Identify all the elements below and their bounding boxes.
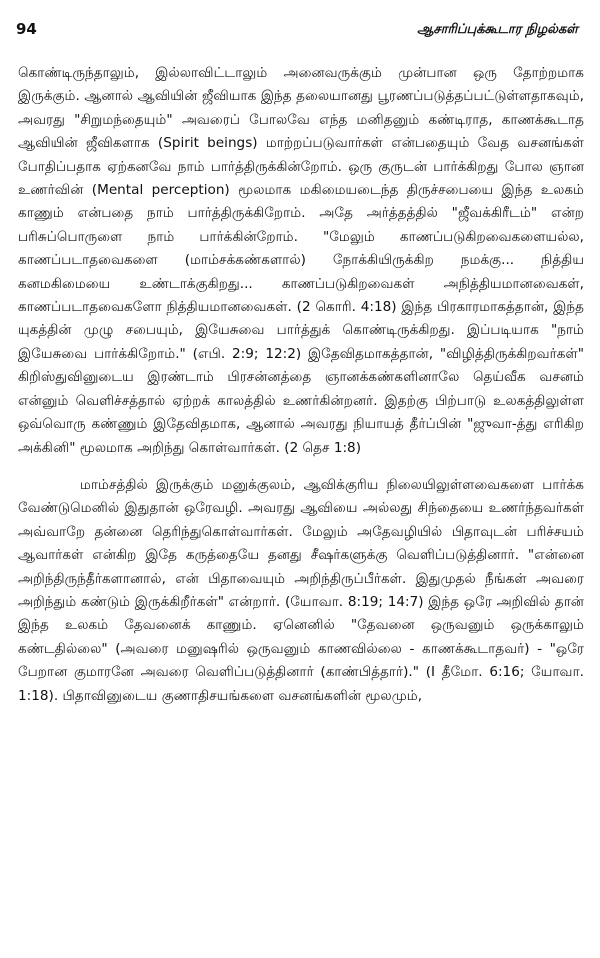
- running-title: ஆசாரிப்புக்கூடார நிழல்கள்: [417, 22, 578, 37]
- body-text: [18, 62, 584, 708]
- paragraph: மாம்சத்தில் இருக்கும் மனுக்குலம், ஆவிக்குரிய நிலையிலுள்ளவைகளை பார்க்க வேண்டுமெனில் இதுதான் ஒரேவழி. அவரது ஆவியை அல்லது சிந்தையை உணர்ந்தவர்கள் அவ்வாறே தன்னை தெரிந்துகொள்வார்கள். மேலும் அதேவழியில் பிதாவுடன் பரிச்சயம் ஆவார்கள் என்கிற இதே கருத்தையே தனது சீஷர்களுக்கு வெளிப்படுத்தினார். "என்னை அறிந்திருந்தீர்களானால், என் பிதாவையும் அறிந்திருப்பீர்கள். இதுமுதல் நீங்கள் அவரை அறிந்தும் கண்டும் இருக்கிறீர்கள்" என்றார். (யோவா. 8:19; 14:7) இந்த ஒரே அறிவில் தான் இந்த உலகம் தேவனைக் காணும். ஏனெனில் "தேவனை ஒருவனும் ஒருக்காலும் கண்டதில்லை" (அவரை மனுஷரில் ஒருவனும் காணவில்லை - காணக்கூடாதவர்) - "ஒரே பேறான குமாரனே அவரை வெளிப்படுத்தினார் (காண்பித்தார்)." (I தீமோ. 6:16; யோவா. 1:18). பிதாவினுடைய குணாதிசயங்களை வசனங்களின் மூலமும்,: [18, 476, 584, 704]
- page-number: 94: [16, 20, 37, 38]
- paragraph: கொண்டிருந்தாலும், இல்லாவிட்டாலும் அனைவருக்கும் முன்பான ஒரு தோற்றமாக இருக்கும். ஆனால் ஆவியின் ஜீவியாக இந்த தலையானது பூரணப்படுத்தப்பட்டுள்ளதாகவும், அவரது "சிறுமந்தையும்" அவரைப் போலவே எந்த மனிதனும் கண்டிராத, காணக்கூடாத ஆவியின் ஜீவிகளாக (Spirit beings) மாற்றப்படுவார்கள் என்பதையும் வேத வசனங்கள் போதிப்பதாக ஏற்கனவே நாம் பார்த்திருக்கின்றோம். ஒரு குருடன் பார்க்கிறது போல ஞான உணர்வின் (Mental perception) மூலமாக மகிமையடைந்த திருச்சபையை இந்த உலகம் காணும் என்பதை நாம் பார்த்திருக்கிறோம். அதே அர்த்தத்தில் "ஜீவக்கிரீடம்" என்ற பரிசுப்பொருளை நாம் பார்க்கின்றோம். "மேலும் காணப்படுகிறவைகளையல்ல, காணப்படாதவைகளை (மாம்சக்கண்களால்) நோக்கியிருக்கிற நமக்கு... நித்திய கனமகிமையை உண்டாக்குகிறது... காணப்படுகிறவைகள் அநித்தியமானவைகள், காணப்படாதவைகளோ நித்தியமானவைகள். (2 கொரி. 4:18) இந்த பிரகாரமாகத்தான், இந்த யுகத்தின் முழு சபையும், இயேசுவை பார்த்துக் கொண்டிருக்கிறது. இப்படியாக "நாம் இயேசுவை பார்க்கிறோம்." (எபி. 2:9; 12:2) இதேவிதமாகத்தான், "விழித்திருக்கிறவர்கள்" கிறிஸ்துவினுடைய இரண்டாம் பிரசன்னத்தை ஞானக்கண்களினாலே தெய்வீக வசனம் என்னும் வெளிச்சத்தால் ஏற்றக் காலத்தில் உணர்கின்றனர். இதற்கு பிற்பாடு உலகத்திலுள்ள ஒவ்வொரு கண்ணும் இதேவிதமாக, ஆனால் அவரது நியாயத் தீர்ப்பின் "ஜுவா-த்து எரிகிற அக்கினி" மூலமாக அறிந்து கொள்வார்கள். (2 தெச 1:8): [18, 65, 584, 456]
